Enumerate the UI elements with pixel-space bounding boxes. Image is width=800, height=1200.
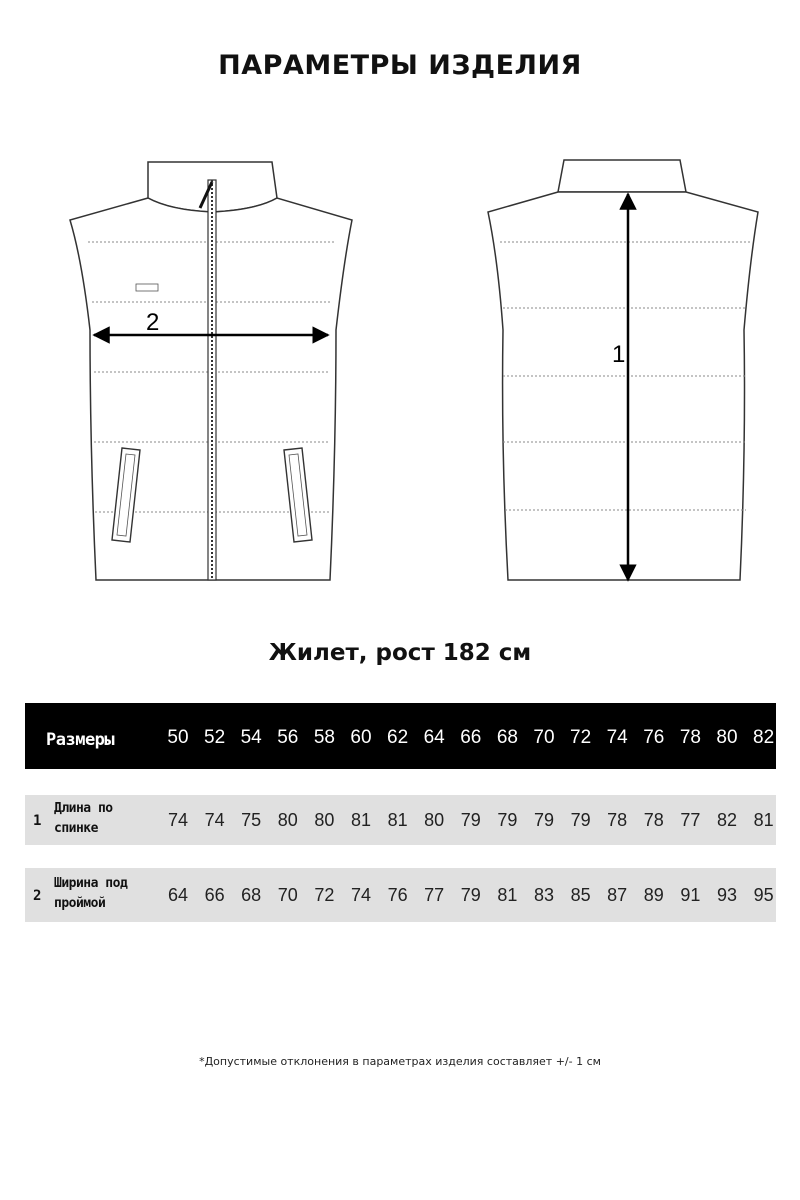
value-cell: 83 <box>533 885 555 905</box>
front-measure-label: 2 <box>146 309 160 336</box>
size-cell: 58 <box>313 727 335 748</box>
row-label <box>54 874 164 914</box>
value-cell: 68 <box>241 885 262 905</box>
value-cell: 70 <box>277 885 298 905</box>
row-label-line2: спинке <box>54 821 98 836</box>
value-cell: 75 <box>241 810 262 830</box>
value-cell: 91 <box>680 885 701 905</box>
value-cell: 80 <box>277 810 298 830</box>
size-cell: 76 <box>643 727 665 748</box>
back-measure-label: 1 <box>612 341 626 368</box>
value-cell: 81 <box>497 885 518 905</box>
size-cell: 54 <box>240 727 262 748</box>
footnote: *Допустимые отклонения в параметрах изделия составляет +/- 1 см <box>199 1055 601 1068</box>
size-cell: 50 <box>167 727 189 748</box>
vest-diagram <box>60 150 760 590</box>
size-cell: 60 <box>350 727 372 748</box>
row-index: 1 <box>33 813 42 829</box>
table-header-row <box>25 703 776 769</box>
value-cell: 74 <box>204 810 225 830</box>
row-label <box>54 799 164 839</box>
value-cell: 81 <box>350 810 372 830</box>
value-cell: 64 <box>167 885 189 905</box>
logo-badge <box>136 284 158 291</box>
value-cell: 78 <box>643 810 664 830</box>
vest-front-view <box>70 162 352 580</box>
value-cell: 79 <box>460 885 481 905</box>
value-cell: 85 <box>570 885 591 905</box>
size-cell: 82 <box>753 727 775 748</box>
value-cell: 79 <box>497 810 518 830</box>
value-cell: 80 <box>314 810 335 830</box>
size-cell: 66 <box>460 727 482 748</box>
size-cell: 70 <box>533 727 555 748</box>
page-title: ПАРАМЕТРЫ ИЗДЕЛИЯ <box>218 50 582 81</box>
value-cell: 93 <box>716 885 738 905</box>
value-cell: 76 <box>387 885 408 905</box>
value-cell: 79 <box>570 810 591 830</box>
row-label-line1: Длина по <box>54 801 113 816</box>
value-cell: 66 <box>204 885 225 905</box>
vest-back-view <box>488 160 758 580</box>
size-cell: 64 <box>423 727 445 748</box>
row-label-line1: Ширина под <box>54 876 128 891</box>
value-cell: 72 <box>314 885 335 905</box>
value-cell: 77 <box>424 885 445 905</box>
product-title: Жилет, рост 182 см <box>268 640 532 666</box>
size-cell: 72 <box>570 727 592 748</box>
row-label-line2: проймой <box>54 896 106 911</box>
value-cell: 77 <box>680 810 701 830</box>
value-cell: 80 <box>424 810 445 830</box>
value-cell: 78 <box>607 810 628 830</box>
size-cell: 52 <box>204 727 226 748</box>
value-cell: 79 <box>533 810 555 830</box>
value-cell: 74 <box>167 810 189 830</box>
value-cell: 81 <box>753 810 774 830</box>
size-cell: 68 <box>496 727 518 748</box>
value-cell: 82 <box>716 810 738 830</box>
size-cell: 80 <box>716 727 738 748</box>
value-cell: 74 <box>350 885 372 905</box>
size-cell: 78 <box>679 727 701 748</box>
size-cell: 56 <box>277 727 299 748</box>
header-label: Размеры <box>46 730 115 750</box>
value-cell: 81 <box>387 810 408 830</box>
value-cell: 79 <box>460 810 481 830</box>
value-cell: 87 <box>607 885 628 905</box>
table-row <box>25 868 776 922</box>
value-cell: 95 <box>753 885 774 905</box>
row-index: 2 <box>33 888 42 904</box>
table-row <box>25 795 776 845</box>
value-cell: 89 <box>643 885 664 905</box>
size-cell: 62 <box>387 727 409 748</box>
size-cell: 74 <box>606 727 628 748</box>
